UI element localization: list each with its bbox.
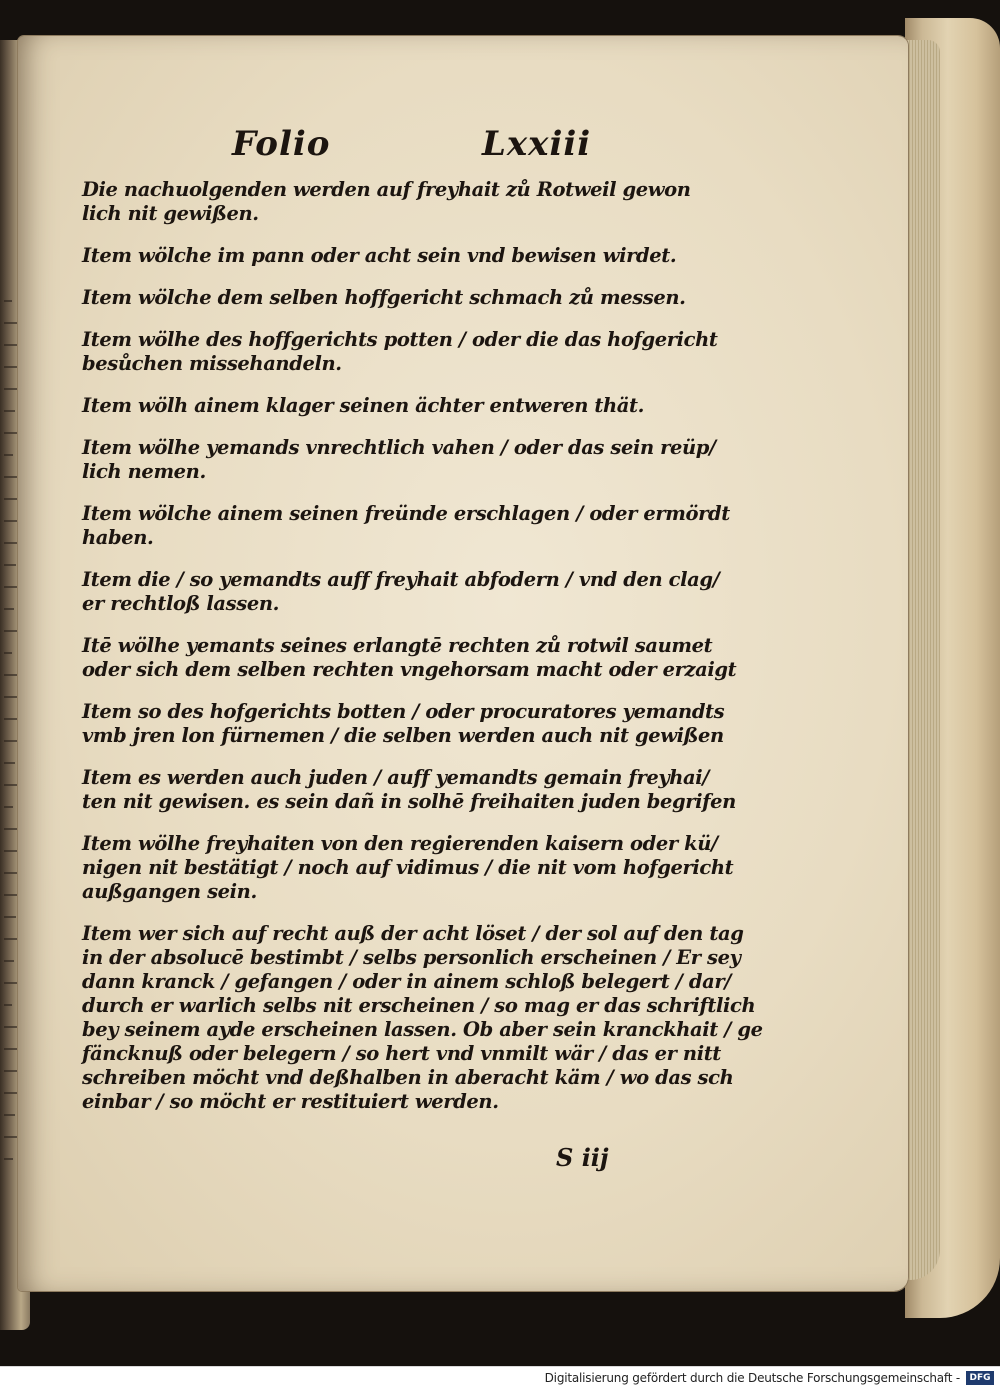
- text-line: Item wölh ainem klager seinen ächter entweren thät.: [82, 394, 644, 417]
- text-line: lich nit gewißen.: [82, 202, 259, 225]
- text-line: Item wölhe freyhaiten von den regierenden kaisern oder kü/: [82, 832, 718, 855]
- text-line: Item wölche im pann oder acht sein vnd bewisen wirdet.: [82, 244, 677, 267]
- paragraph: [82, 700, 725, 748]
- bleed-through-mark: [4, 1114, 15, 1116]
- signature-mark: S iij: [556, 1143, 609, 1172]
- text-line: besůchen missehandeln.: [82, 352, 342, 375]
- text-line: nigen nit bestätigt / noch auf vidimus / die nit vom hofgericht: [82, 856, 734, 879]
- paragraph: [82, 286, 686, 310]
- text-line: fäncknuß oder belegern / so hert vnd vnmilt wär / das er nitt: [82, 1042, 721, 1065]
- paragraph: [82, 922, 763, 1114]
- bleed-through-mark: [4, 1026, 19, 1028]
- text-line: Item wölhe des hoffgerichts potten / oder die das hofgericht: [82, 328, 718, 351]
- bleed-through-mark: [4, 608, 14, 610]
- text-line: Item wölhe yemands vnrechtlich vahen / oder das sein reüp/: [82, 436, 716, 459]
- text-line: bey seinem ayde erscheinen lassen. Ob aber sein kranckhait / ge: [82, 1018, 763, 1041]
- text-block: [82, 124, 763, 1132]
- bleed-through-mark: [4, 1158, 13, 1160]
- paragraph: [82, 394, 682, 418]
- paragraph: [82, 634, 737, 682]
- bleed-through-mark: [4, 960, 14, 962]
- bleed-through-mark: [4, 872, 18, 874]
- text-line: einbar / so möcht er restituiert werden.: [82, 1090, 499, 1113]
- text-line: haben.: [82, 526, 154, 549]
- recto-page: [18, 36, 908, 1291]
- bleed-through-mark: [4, 652, 12, 654]
- text-line: vmb jren lon fürnemen / die selben werden auch nit gewißen: [82, 724, 724, 747]
- paragraph: [82, 244, 682, 268]
- bleed-through-mark: [4, 762, 15, 764]
- text-line: außgangen sein.: [82, 880, 257, 903]
- running-head: [82, 124, 682, 178]
- bleed-through-mark: [4, 1004, 12, 1006]
- paragraph: [82, 178, 691, 226]
- paragraph: [82, 502, 730, 550]
- digitization-footer: [0, 1366, 1000, 1390]
- bleed-through-mark: [4, 564, 16, 566]
- bleed-through-mark: [4, 674, 19, 676]
- text-line: Itē wölhe yemants seines erlangtē rechten zů rotwil saumet: [82, 634, 713, 657]
- text-line: Die nachuolgenden werden auf freyhait zů Rotweil gewon: [82, 178, 691, 201]
- bleed-through-mark: [4, 520, 18, 522]
- bleed-through-mark: [4, 366, 17, 368]
- paragraph: [82, 766, 736, 814]
- text-line: ten nit gewisen. es sein dañ in solhē freihaiten juden begrifen: [82, 790, 736, 813]
- paragraph: [82, 328, 718, 376]
- text-line: Item so des hofgerichts botten / oder procuratores yemandts: [82, 700, 725, 723]
- text-line: Item wer sich auf recht auß der acht löset / der sol auf den tag: [82, 922, 744, 945]
- funding-credit: Digitalisierung gefördert durch die Deutsche Forschungsgemeinschaft -: [544, 1371, 960, 1385]
- text-line: Item wölche dem selben hoffgericht schmach zů messen.: [82, 286, 686, 309]
- bleed-through-mark: [4, 1070, 17, 1072]
- paragraph: [82, 436, 716, 484]
- text-line: schreiben möcht vnd deßhalben in aberacht käm / wo das sch: [82, 1066, 734, 1089]
- paragraph: [82, 832, 734, 904]
- text-line: er rechtloß lassen.: [82, 592, 279, 615]
- text-line: Item die / so yemandts auff freyhait abfodern / vnd den clag/: [82, 568, 720, 591]
- text-line: lich nemen.: [82, 460, 206, 483]
- bleed-through-mark: [4, 322, 19, 324]
- bleed-through-mark: [4, 454, 13, 456]
- bleed-through-mark: [4, 300, 12, 302]
- text-line: Item wölche ainem seinen freünde erschlagen / oder ermördt: [82, 502, 730, 525]
- text-line: oder sich dem selben rechten vngehorsam macht oder erzaigt: [82, 658, 737, 681]
- text-line: dann kranck / gefangen / oder in ainem schloß belegert / dar/: [82, 970, 731, 993]
- folio-number: Lxxiii: [482, 124, 592, 164]
- text-line: durch er warlich selbs nit erscheinen / so mag er das schriftlich: [82, 994, 756, 1017]
- bleed-through-mark: [4, 718, 17, 720]
- bleed-through-mark: [4, 916, 16, 918]
- paragraph-list: [82, 178, 763, 1114]
- bleed-through-mark: [4, 806, 13, 808]
- text-line: in der absolucē bestimbt / selbs personlich erscheinen / Er sey: [82, 946, 741, 969]
- text-line: Item es werden auch juden / auff yemandts gemain freyhai/: [82, 766, 710, 789]
- bleed-through-mark: [4, 410, 15, 412]
- paragraph: [82, 568, 720, 616]
- dfg-logo: DFG: [966, 1371, 994, 1385]
- folio-word: Folio: [232, 124, 331, 164]
